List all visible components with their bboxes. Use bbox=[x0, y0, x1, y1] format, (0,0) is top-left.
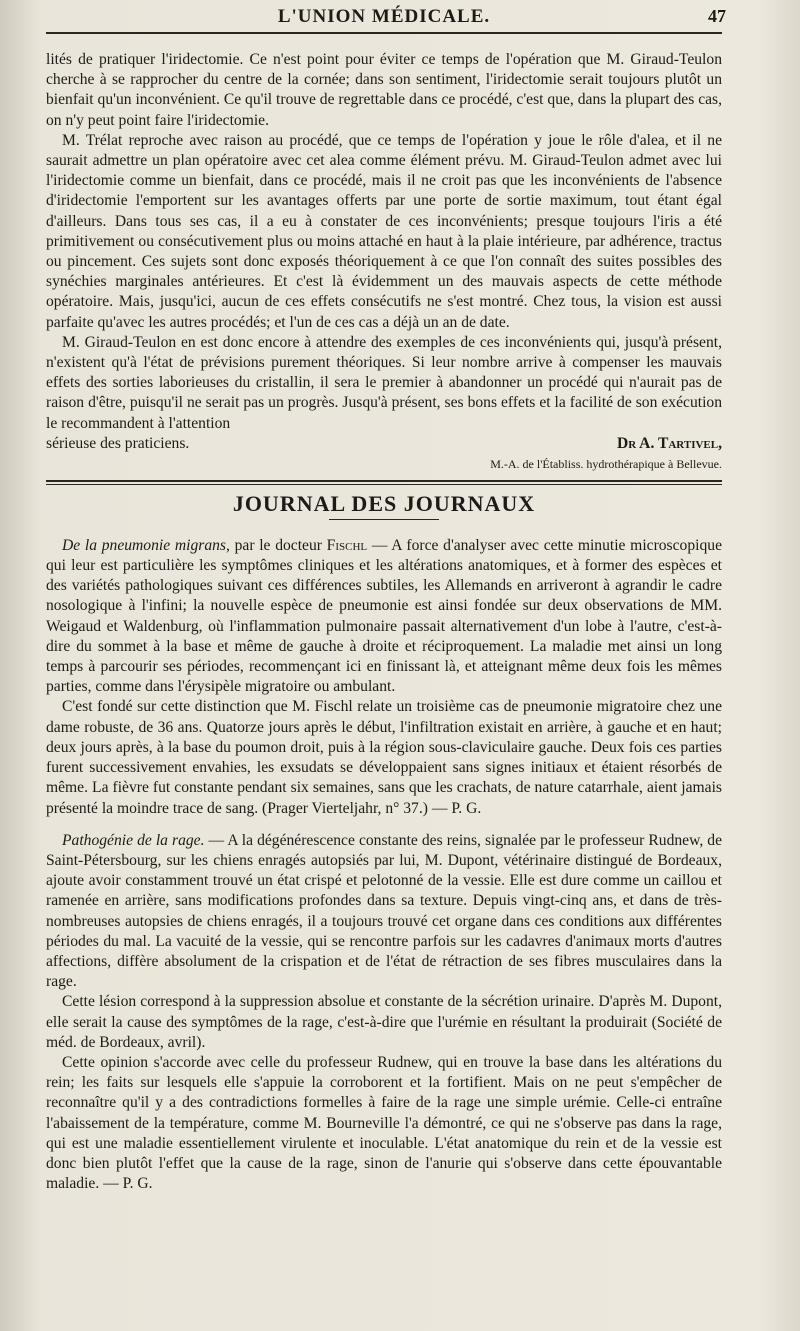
article-heading: De la pneumonie migrans, bbox=[62, 536, 230, 554]
closing-line: sérieuse des praticiens. bbox=[46, 434, 190, 452]
article-pneumonia bbox=[46, 536, 722, 819]
title-underline bbox=[329, 519, 439, 520]
paragraph: C'est fondé sur cette distinction que M. Fischl relate un troisième cas de pneumonie migratoire chez une dame robuste, de 36 ans. Quatorze jours après le début, l'infiltration existait en arrière, à gauche et en haut; deux jours après, à la base du poumon droit, puis à la région sous-claviculaire gauche. Deux fois ces parties furent successivement envahies, les exsudats se développaient sans signes initiaux et étaient résorbés de même. La fièvre fut constante pendant six semaines, sans que les crachats, de nature catarrhale, aient jamais présenté la moindre trace de sang. (Prager Vierteljahr, n° 37.) — P. G. bbox=[46, 698, 722, 817]
author-affiliation: M.-A. de l'Établiss. hydrothérapique à Bellevue. bbox=[490, 456, 722, 471]
paragraph: Cette opinion s'accorde avec celle du professeur Rudnew, qui en trouve la base dans les altérations du rein; les faits sur lesquels elle s'appuie la corroborent et la fortifient. Mais on ne peut s'empêcher de reconnaître qu'il y a des contradictions formelles à faire de la rage une simple urémie. Celle-ci entraîne l'abaissement de la température, comme M. Bourneville l'a démontré, ce qui ne s'observe pas dans la rage, qui est une maladie essentiellement virulente et inoculable. L'état anatomique du rein et de la vessie est donc bien plutôt l'effet que la cause de la rage, sinon de l'anurie qui s'observe dans cette épouvantable maladie. — P. G. bbox=[46, 1053, 722, 1193]
paragraph: M. Trélat reproche avec raison au procédé, que ce temps de l'opération y joue le rôle d'alea, et il ne saurait admettre un plan opératoire avec cet alea comme élément prévu. M. Giraud-Teulon admet avec lui l'iridectomie comme un bienfait, dans ce procédé, mais il ne croit pas que les inconvénients de l'absence d'iridectomie l'emportent sur les avantages offerts par une porte de sortie maximum, tout étant égal d'ailleurs. Dans tous ses cas, il a eu à constater de ces inconvénients; presque toujours l'iris a été primitivement ou consécutivement plus ou moins attaché en haut à la plaie intérieure, par adhérence, tractus ou pincement. Ces sujets sont donc exposés théoriquement à ce que l'on connaît des suites possibles des synéchies marginales antérieures. Et c'est là évidemment un des mauvais aspects de cette méthode opératoire. Mais, jusqu'ici, aucun de ces effets consécutifs ne s'est montré. Chez tous, la vision est aussi parfaite qu'avec les autres procédés; et l'un de ces cas a déjà un an de date. bbox=[46, 131, 722, 331]
article-cataract bbox=[46, 50, 722, 434]
journal-title: L'UNION MÉDICALE. bbox=[277, 6, 491, 27]
paragraph: M. Giraud-Teulon en est donc encore à attendre des exemples de ces inconvénients qui, jusqu'à présent, n'existent qu'à l'état de prévisions purement théoriques. Si leur nombre arrive à compenser les mauvais effets des sorties laborieuses du cristallin, il sera le premier à abandonner un procédé qui n'aurait pas de raison d'être, puisqu'il ne serait pas un progrès. Jusqu'à présent, ses bons effets et la facilité de son exécution le recommandent à l'attention bbox=[46, 333, 722, 432]
byline-name: Fischl bbox=[326, 536, 368, 554]
paragraph: — A la dégénérescence constante des reins, signalée par le professeur Rudnew, de Saint-Pétersbourg, sur les chiens enragés autopsiés par lui, M. Dupont, vétérinaire distingué de Bordeaux, ajoute avoir constamment trouvé un état crispé et pelotonné de la vessie. Elle est dure comme un caillou et ramenée en arrière, sans modifications profondes dans sa texture. Depuis vingt-cinq ans, et dans de très-nombreuses autopsies de chiens enragés, il a toujours trouvé cet organe dans ces conditions aux différentes périodes du mal. La vacuité de la vessie, qui se rencontre parfois sur les cadavres d'animaux morts d'autres affections, diffère absolument de la crispation et de l'état de rétraction de ses fibres musculaires dans la rage. bbox=[46, 831, 722, 991]
page-number: 47 bbox=[708, 6, 726, 26]
author-name: Dr A. Tartivel, bbox=[616, 434, 722, 452]
article-rabies bbox=[46, 831, 722, 1195]
section-title: JOURNAL DES JOURNAUX bbox=[232, 490, 536, 516]
paragraph: — A force d'analyser avec cette minutie microscopique qui leur est particulière les symptômes cliniques et les altérations anatomiques, et à former des espèces et des variétés pathologiques suivant ces différences subtiles, les Allemands en arriveront à agrandir le cadre nosologique à l'infini; la nouvelle espèce de pneumonie est ainsi fondée sur deux observations de MM. Weigaud et Waldenburg, où l'inflammation pulmonaire passait alternativement d'un lobe à l'autre, c'est-à-dire du sommet à la base et même de gauche à droite et réciproquement. La maladie met ainsi un long temps à parcourir ses périodes, recommençant ici en finissant là, et atteignant même deux fois les mêmes parties, comme dans l'érysipèle migratoire ou ambulant. bbox=[46, 536, 722, 696]
signature-block bbox=[46, 434, 722, 474]
paragraph: lités de pratiquer l'iridectomie. Ce n'est point pour éviter ce temps de l'opération que M. Giraud-Teulon cherche à se rapprocher du centre de la cornée; dans son sentiment, l'iridectomie serait toujours plutôt un bienfait qu'un inconvénient. Ce qu'il trouve de regrettable dans ce procédé, c'est que, dans la plupart des cas, on n'y peut point faire l'iridectomie. bbox=[46, 51, 722, 129]
spacer bbox=[46, 819, 722, 831]
running-head bbox=[46, 4, 726, 34]
byline-prefix: par le docteur bbox=[229, 536, 327, 554]
section-divider bbox=[46, 480, 722, 485]
article-heading: Pathogénie de la rage. bbox=[62, 831, 205, 849]
paragraph: Cette lésion correspond à la suppression absolue et constante de la sécrétion urinaire. D'après M. Dupont, elle serait la cause des symptômes de la rage, c'est-à-dire que l'urémie en résultant la produirait (Société de méd. de Bordeaux, avril). bbox=[46, 993, 722, 1051]
